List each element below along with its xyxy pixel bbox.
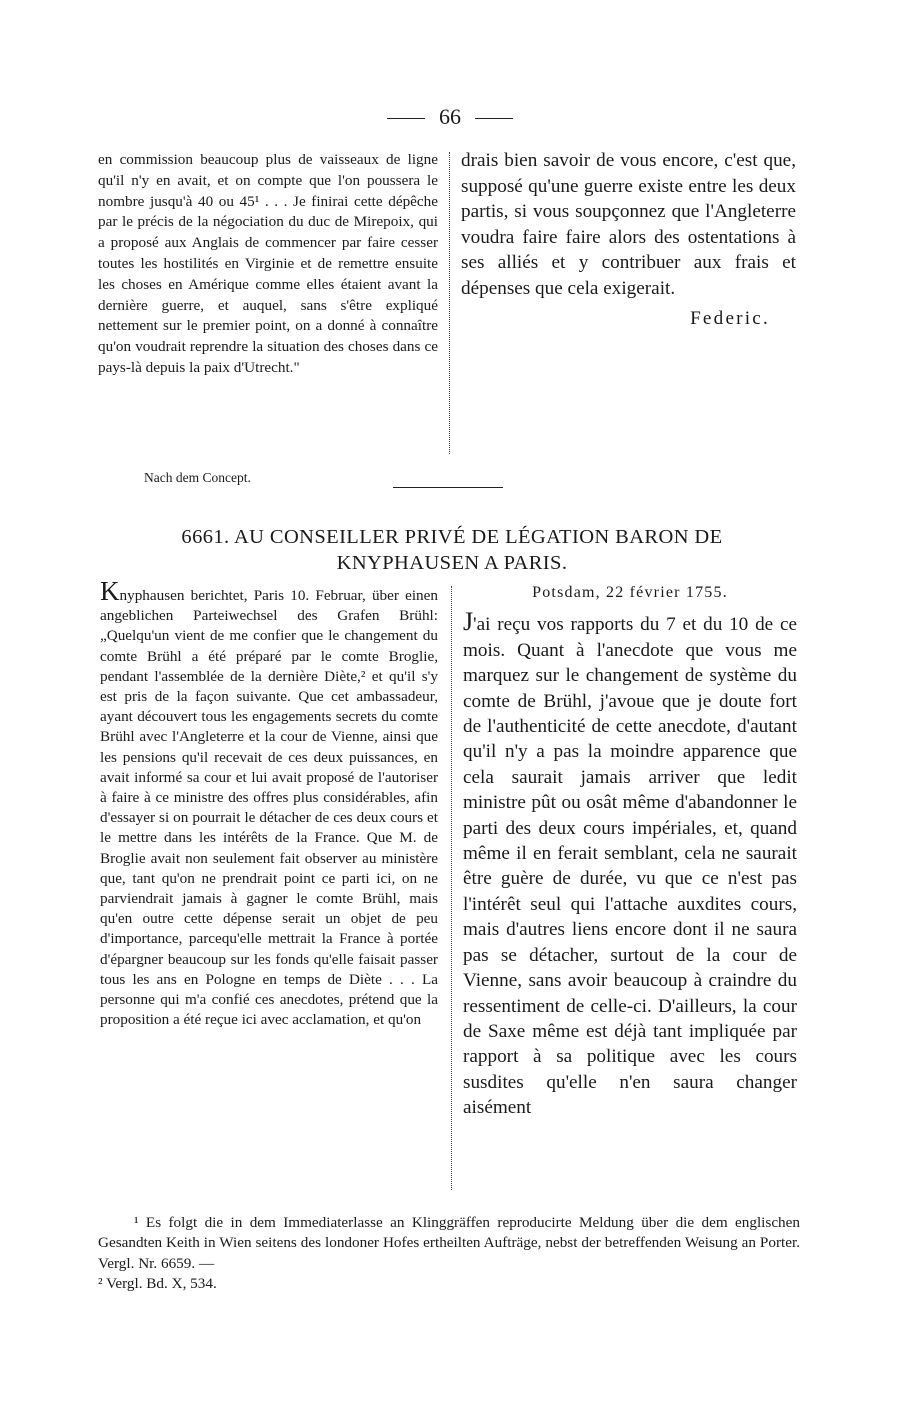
- footnotes: [98, 1213, 800, 1294]
- column-divider-top: [449, 152, 450, 454]
- page-number: 66: [439, 104, 461, 129]
- top-left-text: en commission beaucoup plus de vaisseaux de ligne qu'il n'y en avait, et on compte que l'on poussera le nombre jusqu'à 40 ou 45¹ . . . Je finirai cette dépêche par le précis de la négociation du duc de Mirepoix, qui a proposé aux Anglais de commencer par faire cesser toutes les hostilités en Virginie et de remettre ensuite les choses en Amérique comme elles étaient avant la dernière guerre, et auquel, sans s'être expliqué nettement sur le premier point, on a donné à connaître qu'on voudrait reprendre la situation des choses dans ce pays-là depuis la paix d'Utrecht.": [98, 151, 438, 376]
- bottom-right-column: [463, 580, 797, 1121]
- header-dash-right: [475, 118, 513, 119]
- left-dropcap: K: [100, 576, 120, 606]
- bottom-left-paragraph: [100, 576, 438, 1030]
- top-right-column: [461, 148, 796, 331]
- top-left-column: [98, 150, 438, 379]
- source-note: Nach dem Concept.: [144, 470, 251, 485]
- section-separator: [393, 487, 503, 488]
- bottom-right-text: 'ai reçu vos rapports du 7 et du 10 de ce mois. Quant à l'anecdote que vous me marquez sur le changement de système du comte de Brühl, j'avoue que je doute fort de l'authenticité de cette anecdote, d'autant qu'il n'y a pas la moindre apparence que cela saurait jamais arriver que ledit ministre pût ou osât même d'abandonner le parti des deux cours impériales, et, quand même il en ferait semblant, cela ne saurait être guère de durée, vu que ce n'est pas l'intérêt seul qui l'attache auxdites cours, mais d'autres liens encore dont il ne saura pas se détacher, surtout de la cour de Vienne, sans avoir beaucoup à craindre du ressentiment de celle-ci. D'ailleurs, la cour de Saxe même est déjà tant impliquée par rapport à sa politique avec les cours susdites qu'elle n'en saura changer aisément: [463, 614, 797, 1119]
- bottom-left-column: [100, 576, 438, 1030]
- header-dash-left: [387, 118, 425, 119]
- bottom-left-text: nyphausen berichtet, Paris 10. Februar, über einen angeblichen Parteiwechsel des Grafen Brühl: „Quelqu'un vient de me confier que le changement du comte Brühl a été préparé par le comte Broglie, pendant l'assemblée de la dernière Diète,² et qu'il s'y est pris de la façon suivante. Que cet ambassadeur, ayant découvert tous les engagements secrets du comte Brühl avec l'Angleterre et la cour de Vienne, ainsi que les pensions qu'il recevait de ces deux puissances, en avait informé sa cour et lui avait proposé de l'autoriser à faire à ce ministre des offres plus considérables, afin d'essayer si on pourrait le détacher de ces deux cours et le mettre dans les intérêts de la France. Que M. de Broglie avait non seulement fait observer au ministère que, tant qu'on ne prendrait point ce parti ici, on ne parviendrait jamais à gagner le comte Brühl, mais qu'en outre cette dépense serait un objet de peu d'importance, parcequ'elle mettrait la France à portée d'épargner beaucoup sur les fonds qu'elle faisait passer tous les ans en Pologne en temps de Diète . . . La personne qui m'a confié ces anecdotes, prétend que la proposition a été reçue ici avec acclamation, et qu'on: [100, 587, 438, 1029]
- footnote-1: ¹ Es folgt die in dem Immediaterlasse an Klinggräffen reproducirte Meldung über die dem englischen Gesandten Keith in Wien seitens des londoner Hofes ertheilten Aufträge, nebst der betreffenden Weisung an Porter. Vergl. Nr. 6659. —: [98, 1214, 800, 1272]
- top-right-text: drais bien savoir de vous encore, c'est que, supposé qu'une guerre existe entre les deux partis, si vous soupçonnez que l'Angleterre voudra faire faire alors des ostentations à ses alliés et y contribuer aux frais et dépenses que cela exigerait.: [461, 150, 796, 299]
- footnote-2: ² Vergl. Bd. X, 534.: [98, 1274, 217, 1292]
- signature: Federic.: [690, 307, 770, 329]
- section-heading: [112, 524, 792, 576]
- dateline: Potsdam, 22 février 1755.: [532, 584, 728, 601]
- column-divider-bottom: [451, 586, 452, 1190]
- page-number-header: [0, 104, 900, 130]
- heading-line-2: KNYPHAUSEN A PARIS.: [336, 552, 568, 574]
- right-dropcap: J: [463, 607, 474, 637]
- heading-line-1: 6661. AU CONSEILLER PRIVÉ DE LÉGATION BARON DE: [181, 526, 723, 548]
- bottom-right-paragraph: [463, 609, 797, 1120]
